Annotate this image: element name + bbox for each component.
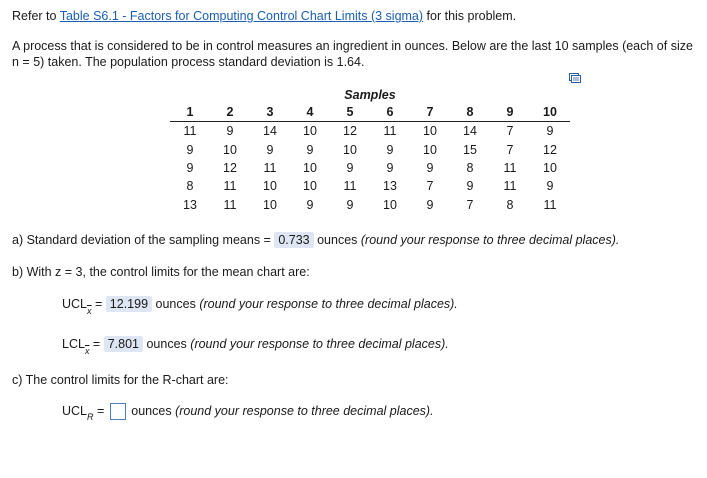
part-a-hint: (round your response to three decimal places). (360, 233, 620, 247)
part-c-label: c) The control limits for the R-chart are: (12, 373, 229, 387)
table-cell: 9 (466, 179, 474, 194)
sample-header: 9 (490, 103, 530, 122)
ucl-x-hint: (round your response to three decimal places). (199, 297, 458, 311)
table-cell: 11 (503, 161, 517, 176)
table-cell: 14 (463, 124, 477, 139)
table-cell: 10 (303, 161, 317, 176)
copy-to-clipboard-icon[interactable] (569, 72, 581, 86)
table-cell: 10 (263, 197, 277, 212)
table-cell: 11 (343, 179, 357, 194)
samples-table (170, 87, 570, 214)
table-cell: 8 (186, 179, 194, 194)
lcl-x-line (62, 336, 449, 354)
table-cell: 9 (226, 124, 234, 139)
table-cell: 11 (503, 179, 517, 194)
ucl-r-unit: ounces (131, 403, 172, 418)
table-cell: 12 (543, 142, 557, 157)
sample-header: 10 (530, 103, 570, 122)
lcl-x-answer[interactable]: 7.801 (104, 336, 143, 352)
table-cell: 10 (263, 179, 277, 194)
ucl-r-line (62, 403, 434, 423)
table-cell: 11 (263, 161, 277, 176)
table-cell: 8 (506, 197, 514, 212)
table-cell: 9 (186, 161, 194, 176)
part-a-label: a) Standard deviation of the sampling means = (12, 233, 271, 247)
header-row (170, 103, 570, 122)
sample-header: 1 (170, 103, 210, 122)
table-cell: 9 (386, 142, 394, 157)
table-reference-link[interactable]: Table S6.1 - Factors for Computing Control Chart Limits (3 sigma) (59, 9, 424, 23)
intro-prefix: Refer to (12, 9, 57, 23)
table-cell: 11 (183, 124, 197, 139)
ucl-x-unit: ounces (155, 297, 196, 311)
table-cell: 14 (263, 124, 277, 139)
table-cell: 9 (186, 142, 194, 157)
table-cell: 12 (343, 124, 357, 139)
table-cell: 7 (506, 124, 514, 139)
std-dev-answer[interactable]: 0.733 (274, 232, 313, 248)
table-cell: 9 (386, 161, 394, 176)
intro-line (12, 9, 516, 23)
table-cell: 7 (466, 197, 474, 212)
part-a-unit: ounces (317, 233, 358, 247)
table-row (170, 195, 570, 213)
sample-header: 7 (410, 103, 450, 122)
table-cell: 12 (223, 161, 237, 176)
table-cell: 7 (426, 179, 434, 194)
table-cell: 10 (343, 142, 357, 157)
table-cell: 9 (546, 179, 554, 194)
table-cell: 13 (183, 197, 197, 212)
table-cell: 10 (423, 124, 437, 139)
table-cell: 10 (223, 142, 237, 157)
ucl-x-symbol: $UCL_{\overline{x}}$ (62, 297, 92, 316)
table-cell: 7 (506, 142, 514, 157)
ucl-x-eq: = (95, 297, 103, 311)
sample-header: 8 (450, 103, 490, 122)
ucl-r-hint: (round your response to three decimal places). (175, 403, 434, 418)
sample-header: 3 (250, 103, 290, 122)
table-cell: 9 (426, 161, 434, 176)
lcl-x-symbol: $LCL_{\overline{x}}$ (62, 337, 90, 356)
table-cell: 11 (223, 197, 237, 212)
table-cell: 11 (383, 124, 397, 139)
table-cell: 9 (426, 197, 434, 212)
table-cell: 10 (383, 197, 397, 212)
lcl-x-hint: (round your response to three decimal places). (190, 337, 449, 351)
ucl-x-answer[interactable]: 12.199 (106, 296, 152, 312)
table-cell: 9 (266, 142, 274, 157)
lcl-x-unit: ounces (146, 337, 187, 351)
ucl-x-line (62, 296, 458, 314)
table-cell: 15 (463, 142, 477, 157)
part-a-line (12, 232, 619, 248)
table-cell: 10 (303, 124, 317, 139)
ucl-r-symbol: $UCL_R$ (62, 403, 94, 423)
sample-header: 5 (330, 103, 370, 122)
table-cell: 8 (466, 161, 474, 176)
table-cell: 9 (306, 142, 314, 157)
sample-header: 2 (210, 103, 250, 122)
ucl-r-input[interactable] (110, 403, 126, 420)
table-row (170, 141, 570, 159)
table-caption: Samples (344, 88, 396, 102)
sample-header: 4 (290, 103, 330, 122)
table-cell: 11 (543, 197, 557, 212)
table-row (170, 159, 570, 177)
table-cell: 10 (543, 161, 557, 176)
table-row (170, 177, 570, 195)
table-cell: 13 (383, 179, 397, 194)
table-cell: 9 (546, 124, 554, 139)
sample-header: 6 (370, 103, 410, 122)
problem-text: A process that is considered to be in control measures an ingredient in ounces. Below are the last 10 samples (each of size n = 5) taken. The population process standard deviation is 1.64. (12, 39, 693, 69)
table-cell: 9 (346, 197, 354, 212)
table-row (170, 122, 570, 141)
table-cell: 10 (303, 179, 317, 194)
table-cell: 9 (346, 161, 354, 176)
table-cell: 9 (306, 197, 314, 212)
ucl-r-eq: = (97, 403, 105, 418)
intro-suffix: for this problem. (426, 9, 517, 23)
part-b-label: b) With z = 3, the control limits for the mean chart are: (12, 265, 310, 279)
lcl-x-eq: = (92, 337, 101, 351)
table-cell: 10 (423, 142, 437, 157)
table-cell: 11 (223, 179, 237, 194)
